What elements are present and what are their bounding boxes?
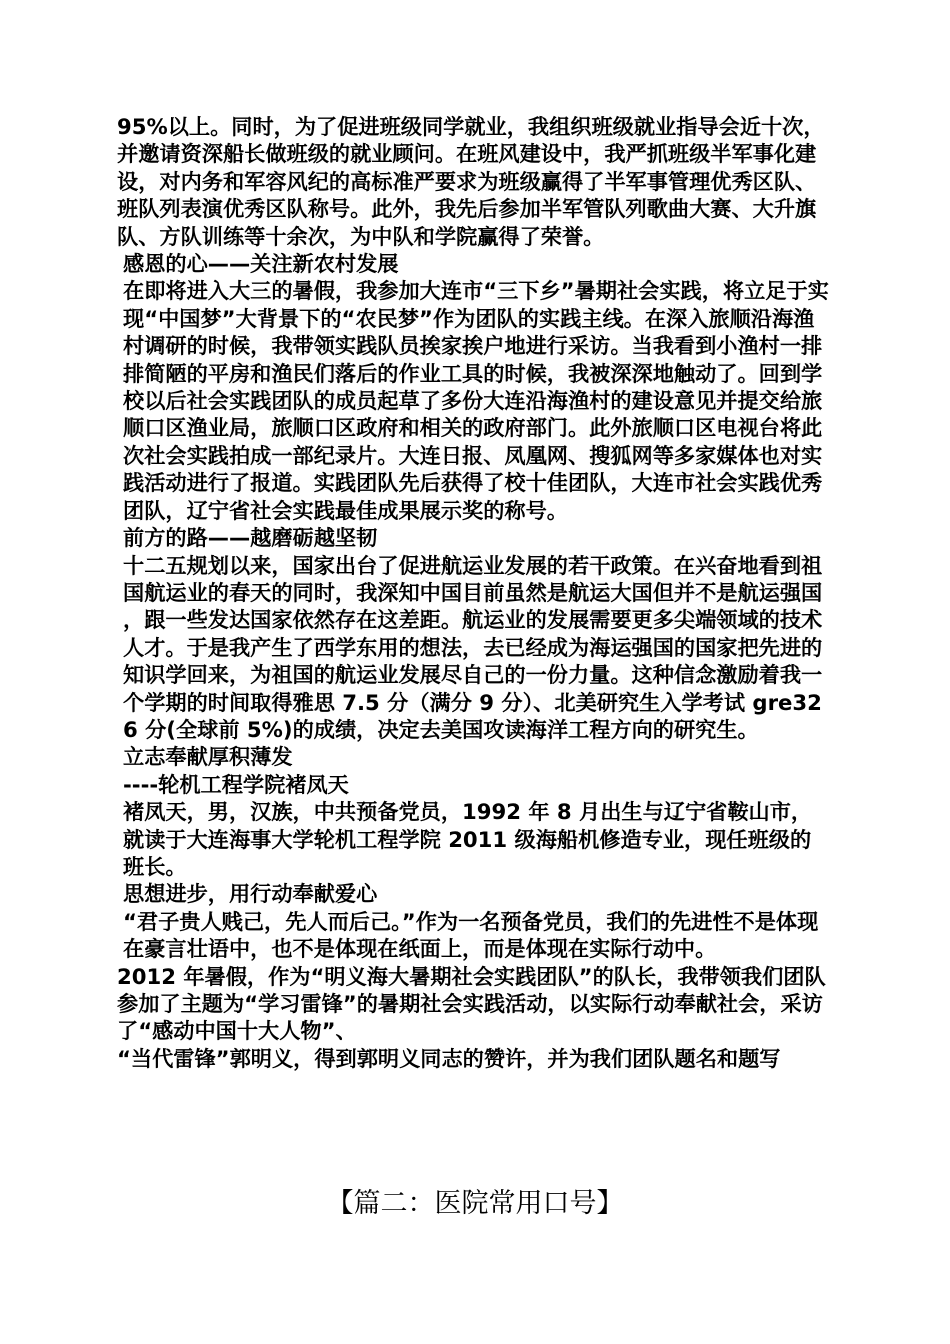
heading-road-ahead: 前方的路——越磨砺越坚韧 [123,525,378,551]
paragraph-bio: 褚凤天，男，汉族，中共预备党员，1992 年 8 月出生与辽宁省鞍山市，就读于大连海事大学轮机工程学院 2011 级海船机修造专业，现任班级的班长。 [123,799,813,879]
heading-author: ----轮机工程学院褚凤天 [123,771,349,797]
document-body [117,113,832,1072]
heading-dedication: 立志奉献厚积薄发 [123,744,293,770]
section-title: 【篇二：医院常用口号】 [326,1188,624,1219]
paragraph-study-abroad: 十二五规划以来，国家出台了促进航运业发展的若干政策。在兴奋地看到祖国航运业的春天的同时，我深知中国目前虽然是航运大国但并不是航运强国，跟一些发达国家依然存在这差距。航运业的发展需要更多尖端领域的技术人才。于是我产生了西学东用的想法，去已经成为海运强国的国家把先进的知识学回来，为祖国的航运业发展尽自己的一份力量。这种信念激励着我一个学期的时间取得雅思 7.5 分（满分 9 分）、北美研究生入学考试 gre326 分(全球前 5%)的成绩，决定去美国攻读海洋工程方向的研究生。 [123,552,823,742]
heading-grateful-heart: 感恩的心——关注新农村发展 [123,251,399,277]
paragraph-lei-feng: “当代雷锋”郭明义，得到郭明义同志的赞许，并为我们团队题名和题写 [117,1045,781,1071]
heading-ideological-progress: 思想进步，用行动奉献爱心 [123,881,378,907]
paragraph-summer-2012: 2012 年暑假，作为“明义海大暑期社会实践团队”的队长，我带领我们团队参加了主题为“学习雷锋”的暑期社会实践活动，以实际行动奉献社会，采访了“感动中国十大人物”、 [117,963,826,1044]
paragraph-party-member: “君子贵人贱己，先人而后己。”作为一名预备党员，我们的先进性不是体现在豪言壮语中，也不是体现在纸面上，而是体现在实际行动中。 [123,908,819,962]
paragraph-class-work: 95%以上。同时，为了促进班级同学就业，我组织班级就业指导会近十次，并邀请资深船长做班级的就业顾问。在班风建设中，我严抓班级半军事化建设，对内务和军容风纪的高标准严要求为班级赢得了半军事管理优秀区队、班队列表演优秀区队称号。此外，我先后参加半军管队列歌曲大赛、大升旗队、方队训练等十余次，为中队和学院赢得了荣誉。 [117,114,825,249]
paragraph-social-practice: 在即将进入大三的暑假，我参加大连市“三下乡”暑期社会实践，将立足于实现“中国梦”大背景下的“农民梦”作为团队的实践主线。在深入旅顺沿海渔村调研的时候，我带领实践队员挨家挨户地进行采访。当我看到小渔村一排排简陋的平房和渔民们落后的作业工具的时候，我被深深地触动了。回到学校以后社会实践团队的成员起草了多份大连沿海渔村的建设意见并提交给旅顺口区渔业局，旅顺口区政府和相关的政府部门。此外旅顺口区电视台将此次社会实践拍成一部纪录片。大连日报、凤凰网、搜狐网等多家媒体也对实践活动进行了报道。实践团队先后获得了校十佳团队，大连市社会实践优秀团队，辽宁省社会实践最佳成果展示奖的称号。 [123,278,829,523]
